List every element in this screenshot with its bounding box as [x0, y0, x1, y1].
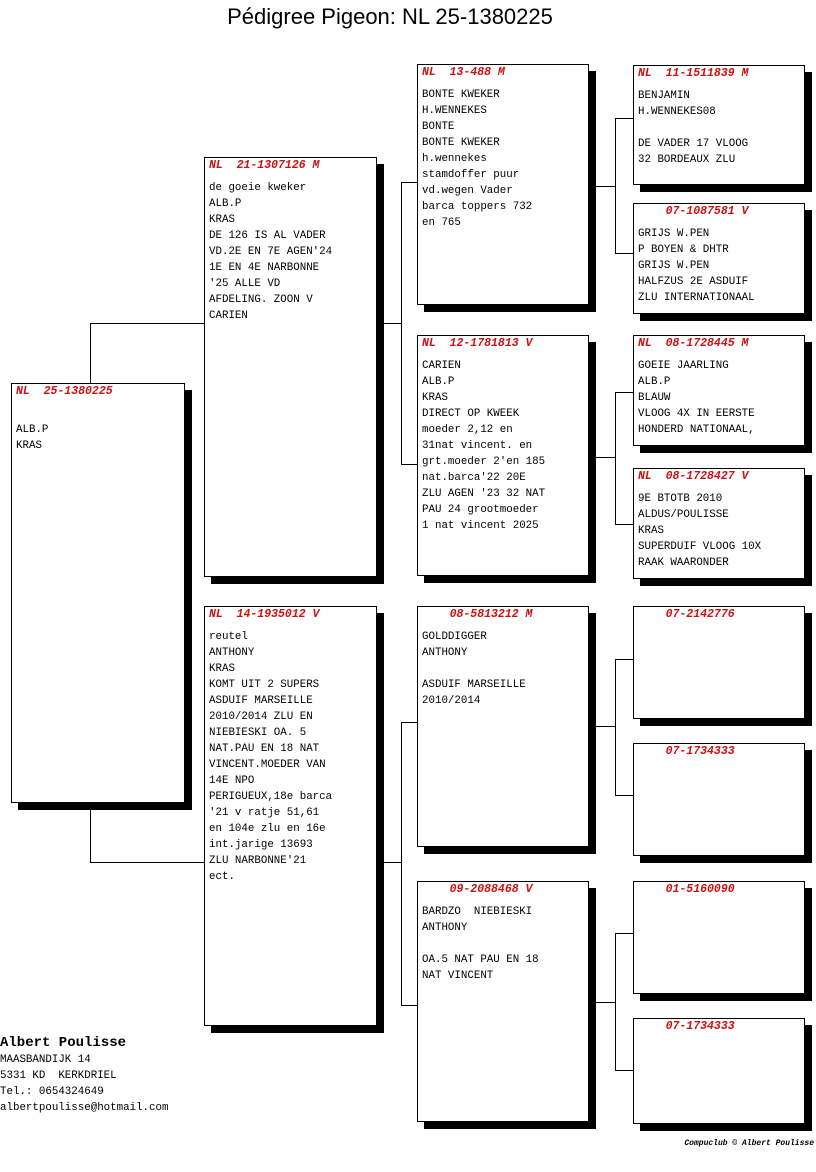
- note-line: ALB.P: [16, 424, 49, 436]
- connector: [615, 659, 633, 660]
- note-line: BONTE: [422, 121, 455, 133]
- connector: [615, 253, 633, 254]
- note-line: NIEBIESKI OA. 5: [209, 727, 307, 739]
- note-line: ASDUIF MARSEILLE: [209, 695, 313, 707]
- connector: [615, 933, 633, 934]
- note-line: HALFZUS 2E ASDUIF: [638, 276, 749, 288]
- pigeon-card-mm[interactable]: [417, 881, 589, 1122]
- note-line: CARIEN: [422, 360, 461, 372]
- connector: [384, 323, 401, 324]
- ring-number: NL 08-1728427 V: [638, 470, 749, 483]
- note-line: P BOYEN & DHTR: [638, 244, 729, 256]
- note-line: h.wennekes: [422, 153, 487, 165]
- owner-phone: Tel.: 0654324649: [0, 1086, 104, 1098]
- note-line: KRAS: [422, 392, 448, 404]
- connector: [596, 186, 615, 187]
- ring-number: 07-2142776: [638, 608, 735, 621]
- note-line: de goeie kweker: [209, 182, 307, 194]
- note-line: [16, 406, 182, 422]
- note-line: BENJAMIN: [638, 90, 690, 102]
- note-line: NAT VINCENT: [422, 970, 494, 982]
- note-line: VINCENT.MOEDER VAN: [209, 759, 326, 771]
- pigeon-card-subject[interactable]: [11, 383, 185, 803]
- pigeon-card-father[interactable]: [204, 157, 377, 577]
- connector: [615, 524, 633, 525]
- connector: [401, 182, 402, 464]
- note-line: PAU 24 grootmoeder: [422, 504, 539, 516]
- connector: [615, 118, 616, 253]
- note-line: BONTE KWEKER: [422, 89, 500, 101]
- note-line: HONDERD NATIONAAL,: [638, 424, 755, 436]
- pigeon-card-mother[interactable]: [204, 606, 377, 1026]
- note-line: [422, 936, 586, 952]
- owner-address: MAASBANDIJK 14: [0, 1054, 91, 1066]
- ring-number: 07-1087581 V: [638, 205, 749, 218]
- connector: [615, 392, 616, 524]
- ring-number: 07-1734333: [638, 1020, 735, 1033]
- note-line: grt.moeder 2'en 185: [422, 456, 546, 468]
- pigeon-notes: [209, 180, 374, 324]
- note-line: KRAS: [209, 663, 235, 675]
- pigeon-card-fff[interactable]: [633, 65, 805, 185]
- pigeon-card-ff[interactable]: [417, 64, 589, 305]
- note-line: '25 ALLE VD: [209, 278, 281, 290]
- note-line: ALB.P: [422, 376, 455, 388]
- note-line: ALB.P: [209, 198, 242, 210]
- ring-number: 01-5160090: [638, 883, 735, 896]
- note-line: 2010/2014 ZLU EN: [209, 711, 313, 723]
- note-line: BLAUW: [638, 392, 671, 404]
- pigeon-card-mf[interactable]: [417, 606, 589, 847]
- pigeon-notes: [209, 629, 374, 885]
- note-line: ect.: [209, 871, 235, 883]
- connector: [90, 808, 91, 862]
- note-line: '21 v ratje 51,61: [209, 807, 320, 819]
- ring-number: 07-1734333: [638, 745, 735, 758]
- ring-number: NL 21-1307126 M: [209, 159, 320, 172]
- connector: [401, 722, 402, 1005]
- pigeon-notes: [16, 406, 182, 454]
- pigeon-notes: [638, 358, 802, 438]
- note-line: AFDELING. ZOON V: [209, 294, 313, 306]
- ring-number: NL 12-1781813 V: [422, 337, 533, 350]
- note-line: CARIEN: [209, 310, 248, 322]
- note-line: GRIJS W.PEN: [638, 260, 710, 272]
- note-line: DIRECT OP KWEEK: [422, 408, 520, 420]
- pigeon-card-mfm[interactable]: [633, 743, 805, 856]
- ring-number: 08-5813212 M: [422, 608, 533, 621]
- note-line: DE 126 IS AL VADER: [209, 230, 326, 242]
- note-line: ANTHONY: [422, 647, 468, 659]
- connector: [615, 1070, 633, 1071]
- ring-number: NL 11-1511839 M: [638, 67, 749, 80]
- connector: [615, 392, 633, 393]
- note-line: H.WENNEKES: [422, 105, 487, 117]
- pigeon-notes: [422, 87, 586, 231]
- note-line: GRIJS W.PEN: [638, 228, 710, 240]
- note-line: H.WENNEKES08: [638, 106, 716, 118]
- note-line: int.jarige 13693: [209, 839, 313, 851]
- connector: [615, 118, 633, 119]
- connector: [401, 722, 417, 723]
- pigeon-notes: [638, 491, 802, 571]
- note-line: ASDUIF MARSEILLE: [422, 679, 526, 691]
- note-line: SUPERDUIF VLOOG 10X: [638, 541, 762, 553]
- ring-number: NL 25-1380225: [16, 385, 113, 398]
- note-line: 14E NPO: [209, 775, 255, 787]
- note-line: VD.2E EN 7E AGEN'24: [209, 246, 333, 258]
- pigeon-card-ffm[interactable]: [633, 203, 805, 314]
- connector: [90, 323, 204, 324]
- note-line: barca toppers 732: [422, 201, 533, 213]
- connector: [384, 862, 401, 863]
- note-line: ZLU AGEN '23 32 NAT: [422, 488, 546, 500]
- note-line: RAAK WAARONDER: [638, 557, 729, 569]
- pigeon-notes: [422, 358, 586, 534]
- connector: [615, 795, 633, 796]
- note-line: PERIGUEUX,18e barca: [209, 791, 333, 803]
- note-line: [638, 120, 802, 136]
- owner-email: albertpoulisse@hotmail.com: [0, 1102, 169, 1114]
- ring-number: NL 14-1935012 V: [209, 608, 320, 621]
- note-line: ALDUS/POULISSE: [638, 509, 729, 521]
- note-line: ZLU INTERNATIONAAL: [638, 292, 755, 304]
- page-title: Pédigree Pigeon: NL 25-1380225: [227, 4, 553, 29]
- note-line: ANTHONY: [209, 647, 255, 659]
- note-line: stamdoffer puur: [422, 169, 520, 181]
- note-line: ANTHONY: [422, 922, 468, 934]
- note-line: ZLU NARBONNE'21: [209, 855, 307, 867]
- pigeon-card-fmm[interactable]: [633, 468, 805, 579]
- connector: [90, 323, 91, 383]
- pigeon-notes: [638, 88, 802, 168]
- note-line: vd.wegen Vader: [422, 185, 513, 197]
- connector: [401, 1005, 417, 1006]
- pigeon-card-mff[interactable]: [633, 606, 805, 719]
- pigeon-card-mmm[interactable]: [633, 1018, 805, 1124]
- note-line: 1E EN 4E NARBONNE: [209, 262, 320, 274]
- note-line: VLOOG 4X IN EERSTE: [638, 408, 755, 420]
- connector: [90, 862, 204, 863]
- note-line: NAT.PAU EN 18 NAT: [209, 743, 320, 755]
- note-line: 32 BORDEAUX ZLU: [638, 154, 736, 166]
- note-line: DE VADER 17 VLOOG: [638, 138, 749, 150]
- note-line: OA.5 NAT PAU EN 18: [422, 954, 539, 966]
- connector: [615, 659, 616, 795]
- note-line: reutel: [209, 631, 248, 643]
- note-line: GOLDDIGGER: [422, 631, 487, 643]
- note-line: nat.barca'22 20E: [422, 472, 526, 484]
- note-line: en 765: [422, 217, 461, 229]
- connector: [596, 726, 615, 727]
- note-line: KRAS: [209, 214, 235, 226]
- connector: [596, 457, 615, 458]
- note-line: 1 nat vincent 2025: [422, 520, 539, 532]
- note-line: moeder 2,12 en: [422, 424, 513, 436]
- note-line: BONTE KWEKER: [422, 137, 500, 149]
- pigeon-notes: [638, 226, 802, 306]
- note-line: en 104e zlu en 16e: [209, 823, 326, 835]
- pigeon-card-mmf[interactable]: [633, 881, 805, 994]
- note-line: BARDZO NIEBIESKI: [422, 906, 533, 918]
- footer-credit: Compuclub © Albert Poulisse: [684, 1139, 814, 1148]
- note-line: GOEIE JAARLING: [638, 360, 729, 372]
- owner-postal: 5331 KD KERKDRIEL: [0, 1070, 117, 1082]
- note-line: 9E BTOTB 2010: [638, 493, 723, 505]
- connector: [401, 182, 417, 183]
- pigeon-notes: [422, 629, 586, 709]
- connector: [615, 933, 616, 1070]
- ring-number: NL 13-488 M: [422, 66, 505, 79]
- note-line: [422, 661, 586, 677]
- owner-name: Albert Poulisse: [0, 1035, 127, 1051]
- pigeon-card-fmf[interactable]: [633, 335, 805, 446]
- owner-block: [0, 1034, 168, 1116]
- ring-number: NL 08-1728445 M: [638, 337, 749, 350]
- pigeon-notes: [422, 904, 586, 984]
- ring-number: 09-2088468 V: [422, 883, 533, 896]
- note-line: ALB.P: [638, 376, 671, 388]
- note-line: KRAS: [16, 440, 42, 452]
- note-line: 2010/2014: [422, 695, 481, 707]
- note-line: KRAS: [638, 525, 664, 537]
- pigeon-card-fm[interactable]: [417, 335, 589, 576]
- connector: [596, 1002, 615, 1003]
- connector: [401, 464, 417, 465]
- note-line: KOMT UIT 2 SUPERS: [209, 679, 320, 691]
- note-line: 31nat vincent. en: [422, 440, 533, 452]
